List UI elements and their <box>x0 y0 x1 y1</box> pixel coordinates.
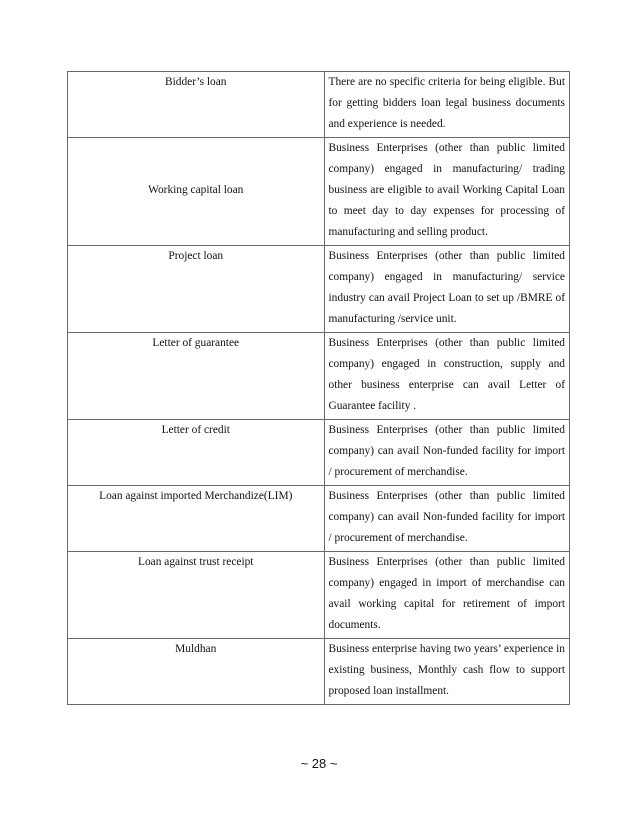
loan-name-cell: Project loan <box>68 246 325 333</box>
loan-eligibility-cell: Business Enterprises (other than public limited company) engaged in construction, supply and other business enterprise can avail Letter of Guarantee facility . <box>324 333 570 420</box>
loan-eligibility-cell: Business Enterprises (other than public limited company) can avail Non-funded facility for import / procurement of merchandise. <box>324 486 570 552</box>
loan-eligibility-cell: Business Enterprises (other than public limited company) engaged in manufacturing/ trading business are eligible to avail Working Capital Loan to meet day to day expenses for processing of manufacturing and selling product. <box>324 138 570 246</box>
loan-name-cell: Letter of credit <box>68 420 325 486</box>
table-row <box>68 72 570 138</box>
table-row <box>68 246 570 333</box>
loan-eligibility-cell: There are no specific criteria for being eligible. But for getting bidders loan legal business documents and experience is needed. <box>324 72 570 138</box>
loan-name-cell: Letter of guarantee <box>68 333 325 420</box>
table-row <box>68 639 570 705</box>
loan-eligibility-cell: Business Enterprises (other than public limited company) engaged in manufacturing/ service industry can avail Project Loan to set up /BMRE of manufacturing /service unit. <box>324 246 570 333</box>
loan-eligibility-cell: Business Enterprises (other than public limited company) can avail Non-funded facility for import / procurement of merchandise. <box>324 420 570 486</box>
table-row <box>68 333 570 420</box>
loan-name-cell: Loan against imported Merchandize(LIM) <box>68 486 325 552</box>
loan-eligibility-cell: Business Enterprises (other than public limited company) engaged in import of merchandise can avail working capital for retirement of import documents. <box>324 552 570 639</box>
loan-types-table <box>67 71 570 705</box>
table-row <box>68 138 570 246</box>
loan-name-cell: Muldhan <box>68 639 325 705</box>
loan-name-cell: Working capital loan <box>68 138 325 246</box>
table-row <box>68 486 570 552</box>
table-row <box>68 552 570 639</box>
loan-name-cell: Loan against trust receipt <box>68 552 325 639</box>
loan-name-cell: Bidder’s loan <box>68 72 325 138</box>
table-row <box>68 420 570 486</box>
page-number: ~ 28 ~ <box>300 756 338 771</box>
loan-eligibility-cell: Business enterprise having two years’ experience in existing business, Monthly cash flow to support proposed loan installment. <box>324 639 570 705</box>
